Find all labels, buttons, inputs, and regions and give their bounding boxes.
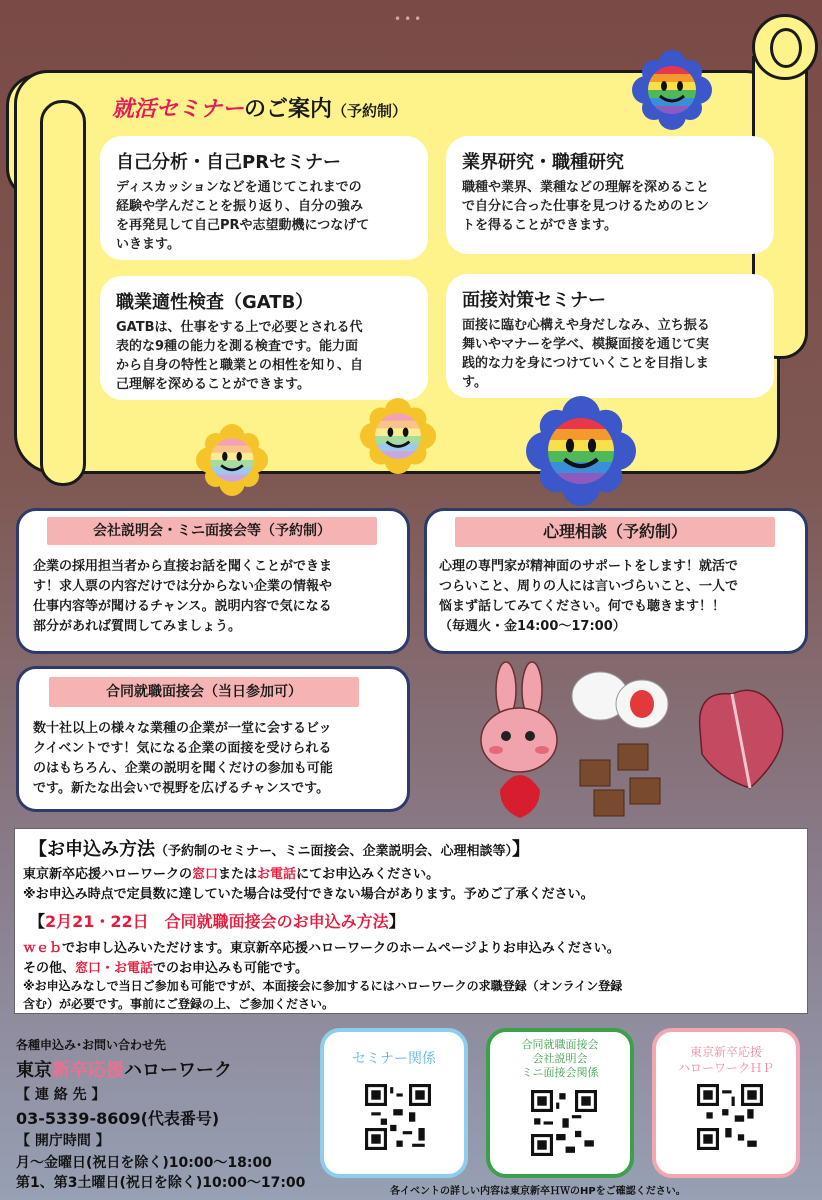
- card-text: 面接に臨む心構えや身だしなみ、立ち振る 舞いやマナーを学べ、模擬面接を通じて実 践的な力を身につけていくことを目指しま す。: [462, 318, 710, 390]
- application-info: [14, 828, 808, 1014]
- apply-heading-2: 【2月21・22日 合同就職面接会のお申込み方法】: [29, 912, 405, 931]
- rainbow-flower-icon: [360, 398, 436, 474]
- rainbow-flower-icon: [526, 396, 636, 506]
- seminar-card-gatb: [100, 276, 428, 400]
- qr-code-icon: [365, 1084, 431, 1150]
- seminar-card-interview: [446, 274, 774, 398]
- card-heading: 自己分析・自己PRセミナー: [116, 152, 342, 173]
- scroll-curl-right-inner: [770, 28, 802, 68]
- joint-interview-box: [16, 666, 410, 812]
- contact-heading: 各種申込み･お問い合わせ先: [16, 1038, 167, 1052]
- card-heading: 業界研究・職種研究: [462, 152, 624, 173]
- qr-label: セミナー関係: [352, 1051, 436, 1067]
- card-heading: 職業適性検査（GATB）: [116, 292, 314, 313]
- hours-weekday: 月～金曜日(祝日を除く)10:00～18:00: [16, 1155, 272, 1171]
- apply-line-4: その他、窓口・お電話でのお申込みも可能です。: [23, 961, 308, 976]
- joint-text: 数十社以上の様々な業種の企業が一堂に会するビッ クイベントです！気になる企業の面接を受けられる のはもちろん、企業の説明を聞くだけの参加も可能 です。新たな出会いで視野を広げるチャンスです。: [33, 721, 333, 796]
- rabbit-icon: [481, 662, 557, 818]
- chocolate-icon: [580, 744, 660, 816]
- briefing-box: [16, 508, 410, 654]
- card-text: ディスカッションなどを通じてこれまでの 経験や学んだことを振り返り、自分の強み を再発見して自己PRや志望動機につなげて いきます。: [116, 180, 370, 252]
- apply-line-2: ※お申込み時点で定員数に達していた場合は受付できない場合があります。予めご了承ください。: [23, 887, 594, 902]
- footer-note: 各イベントの詳しい内容は東京新卒ＨＷのHPをご確認ください。: [390, 1186, 686, 1197]
- organization-name: 東京新卒応援ハローワーク: [16, 1060, 232, 1081]
- page-indicator: •••: [394, 12, 425, 26]
- apply-line-3: ｗｅｂでお申し込みいただけます。東京新卒応援ハローワークのホームページよりお申込みください。: [23, 941, 620, 956]
- rainbow-flower-icon: [632, 50, 712, 130]
- qr-joint-interview[interactable]: [486, 1028, 634, 1178]
- joint-label: 合同就職面接会（当日参加可）: [49, 677, 359, 707]
- scroll-roll-left: [40, 100, 86, 486]
- apply-heading-1: 【お申込み方法（予約制のセミナー、ミニ面接会、企業説明会、心理相談等）】: [29, 839, 530, 860]
- qr-code-icon: [531, 1090, 597, 1156]
- qr-label: 合同就職面接会 会社説明会 ミニ面接会関係: [521, 1038, 599, 1079]
- apply-line-1: 東京新卒応援ハローワークの窓口またはお電話にてお申込みください。: [23, 867, 440, 882]
- hours-saturday: 第1、第3土曜日(祝日を除く)10:00～17:00: [16, 1175, 306, 1191]
- phone-number: 03-5339-8609(代表番号): [16, 1109, 220, 1128]
- card-text: 職種や業界、業種などの理解を深めること で自分に合った仕事を見つけるためのヒン トを得ることができます。: [462, 180, 710, 233]
- sweets-illustration: [470, 660, 800, 820]
- briefing-text: 企業の採用担当者から直接お話を聞くことができま す！求人票の内容だけでは分からない企業の情報や 仕事内容等が聞けるチャンス。説明内容で気になる 部分があれば質問してみましょう。: [33, 559, 333, 634]
- qr-code-icon: [697, 1084, 763, 1150]
- apply-line-6: 含む）が必要です。事前にご登録の上、ご参加ください。: [23, 997, 335, 1011]
- qr-hellowork-hp[interactable]: [652, 1028, 800, 1178]
- qr-label: 東京新卒応援 ハローワークＨＰ: [677, 1045, 774, 1075]
- card-text: GATBは、仕事をする上で必要とされる代 表的な9種の能力を測る検査です。能力面 から自身の特性と職業との相性を知り、自 己理解を深めることができます。: [116, 320, 364, 392]
- seminar-title: 就活セミナーのご案内（予約制）: [112, 97, 408, 122]
- seminar-card-industry-research: [446, 136, 774, 254]
- seminar-card-self-analysis: [100, 136, 428, 260]
- apply-line-5: ※お申込みなしで当日ご参加も可能ですが、本面接会に参加するにはハローワークの求職登録（オンライン登録: [23, 979, 623, 993]
- counseling-label: 心理相談（予約制）: [455, 517, 775, 547]
- rainbow-flower-icon: [196, 424, 268, 496]
- hours-label: 【 開庁時間 】: [16, 1133, 110, 1149]
- tel-label: 【 連 絡 先 】: [16, 1087, 106, 1103]
- briefing-label: 会社説明会・ミニ面接会等（予約制）: [47, 517, 377, 545]
- counseling-box: [424, 508, 808, 654]
- qr-seminar[interactable]: [320, 1028, 468, 1178]
- daifuku-icon: [572, 672, 668, 728]
- counseling-text: 心理の専門家が精神面のサポートをします！就活で つらいこと、周りの人には言いづらいこと、一人で 悩まず話してみてください。何でも聴きます！！ （毎週火・金14:00～17:00）: [439, 559, 739, 634]
- card-heading: 面接対策セミナー: [462, 290, 606, 311]
- heart-box-icon: [700, 690, 783, 788]
